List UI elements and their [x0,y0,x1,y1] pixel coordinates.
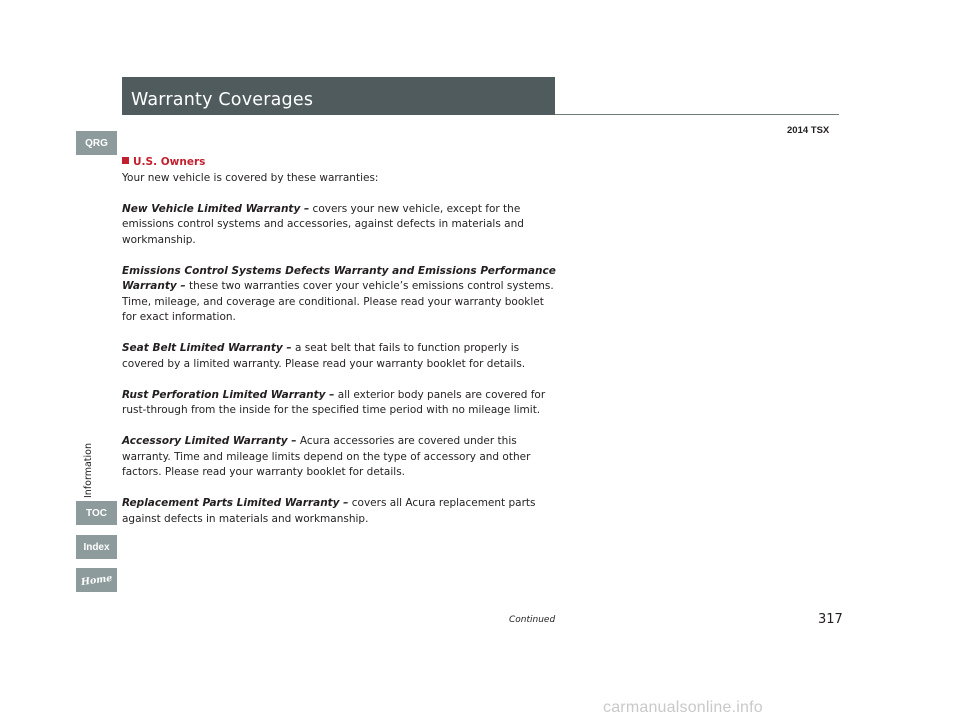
warranty-description: covers all Acura replacement parts against defects in materials and workmanship. [122,497,536,525]
page-title: Warranty Coverages [131,90,314,110]
warranty-term: New Vehicle Limited Warranty – [122,202,310,215]
warranty-item [122,496,556,527]
toc-button[interactable]: TOC [76,501,117,525]
watermark-text: carmanualsonline.info [603,699,763,716]
qrg-button[interactable]: QRG [76,131,117,155]
home-label: Home [80,572,113,588]
continued-label: Continued [509,615,556,625]
warranty-term: Replacement Parts Limited Warranty – [122,497,349,509]
model-label: 2014 TSX [787,125,830,136]
warranty-item [122,264,556,326]
warranty-item [122,434,556,481]
warranty-description: covers your new vehicle, except for the emissions control systems and accessories, against defects in materials and workmanship. [122,202,524,246]
warranty-term: Accessory Limited Warranty – [122,435,297,447]
warranty-description: these two warranties cover your vehicle’s emissions control systems. Time, mileage, and coverage are conditional. Please read your warranty booklet for exact information. [122,280,554,323]
warranty-item [122,341,556,372]
intro-text: Your new vehicle is covered by these warranties: [122,171,379,184]
warranty-description: all exterior body panels are covered for rust-through from the inside for the specified time period with no mileage limit. [122,388,546,416]
red-square-icon [122,157,129,164]
warranty-item [122,388,556,419]
section-heading-text: U.S. Owners [133,156,206,168]
header-rule [555,114,839,115]
main-content [122,155,556,543]
section-tab-label: Information [83,443,94,498]
warranty-item [122,202,556,249]
home-button[interactable] [76,568,117,592]
warranty-description: Acura accessories are covered under this warranty. Time and mileage limits depend on the type of accessory and other factors. Please read your warranty booklet for details. [122,435,531,478]
warranty-description: a seat belt that fails to function properly is covered by a limited warranty. Please read your warranty booklet for details. [122,342,526,370]
page-number: 317 [818,612,843,627]
warranty-term: Emissions Control Systems Defects Warranty and Emissions Performance Warranty – [122,264,556,292]
warranty-term: Rust Perforation Limited Warranty – [122,388,335,401]
title-bar [122,77,555,115]
warranty-term: Seat Belt Limited Warranty – [122,342,292,354]
index-button[interactable]: Index [76,535,117,559]
section-heading [122,155,556,171]
